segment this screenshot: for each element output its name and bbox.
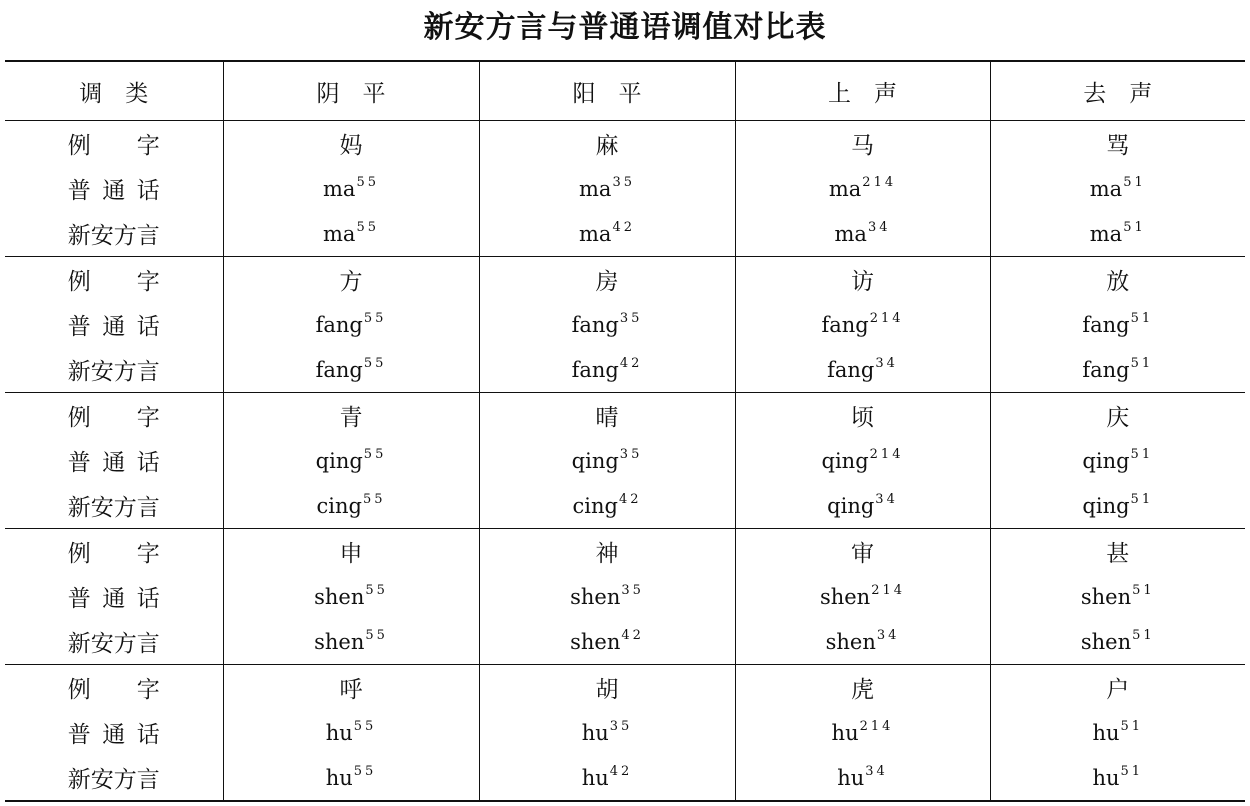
row-label: 新安方言 [67,223,160,249]
tone-value: 51 [1120,763,1144,779]
dialect-row [5,211,1245,257]
syllable: fang [1082,312,1130,337]
mandarin-row [5,710,1245,755]
tone-value: 214 [869,310,904,326]
dialect-pinyin-cell [479,755,735,801]
mandarin-pinyin-cell [990,438,1245,483]
mandarin-pinyin-cell [223,302,479,347]
example-character: 虎 [735,665,990,711]
row-label: 例 字 [67,269,160,295]
syllable: shen [314,584,365,609]
example-row [5,393,1245,439]
example-character: 顷 [735,393,990,439]
tone-value: 55 [356,219,379,235]
row-label: 例 字 [67,541,160,567]
syllable: qing [827,493,875,518]
mandarin-pinyin-cell [479,710,735,755]
tone-value: 42 [612,219,635,235]
row-label-cell [5,665,223,711]
dialect-row [5,755,1245,801]
mandarin-pinyin-cell [990,302,1245,347]
mandarin-pinyin-cell [479,302,735,347]
tone-value: 55 [362,491,386,507]
syllable: shen [1080,584,1132,609]
mandarin-pinyin-cell [223,166,479,211]
mandarin-pinyin-cell [479,574,735,619]
example-character: 青 [223,393,479,439]
dialect-pinyin-cell [479,483,735,529]
row-label: 普通话 [67,178,160,204]
mandarin-pinyin-cell [990,710,1245,755]
row-label: 普通话 [67,586,160,612]
header-row [5,61,1245,121]
mandarin-pinyin-cell [735,438,990,483]
mandarin-pinyin-cell [990,574,1245,619]
syllable: cing [316,493,362,518]
syllable: hu [831,720,859,745]
tone-value: 51 [1130,310,1154,326]
dialect-pinyin-cell [223,755,479,801]
example-character: 呼 [223,665,479,711]
row-label-cell [5,211,223,257]
tone-value: 34 [867,219,891,235]
row-label: 新安方言 [67,359,160,385]
row-label: 新安方言 [67,631,160,657]
header-qusheng: 去 声 [990,61,1245,121]
row-label-cell [5,710,223,755]
syllable: fang [571,312,619,337]
tone-value: 42 [621,627,644,643]
tone-value: 34 [875,491,898,507]
dialect-pinyin-cell [990,483,1245,529]
syllable: qing [1082,448,1130,473]
example-character: 神 [479,529,735,575]
header-yinping: 阴 平 [223,61,479,121]
row-label-cell [5,574,223,619]
page-title: 新安方言与普通语调值对比表 [423,10,827,45]
example-character: 晴 [479,393,735,439]
tone-value: 51 [1123,219,1146,235]
syllable: ma [828,176,862,201]
syllable: ma [579,221,612,246]
tone-value: 214 [869,446,904,462]
tone-value: 42 [609,763,633,779]
syllable: qing [571,448,619,473]
dialect-pinyin-cell [990,755,1245,801]
syllable: fang [571,357,619,382]
tone-value: 55 [363,446,387,462]
tone-comparison-table [5,60,1245,802]
syllable: fang [821,312,869,337]
row-label-cell [5,483,223,529]
tone-value: 55 [353,763,377,779]
row-label-cell [5,302,223,347]
row-label: 新安方言 [67,767,160,793]
mandarin-row [5,166,1245,211]
tone-value: 35 [619,310,643,326]
mandarin-row [5,302,1245,347]
header-tone-category: 调 类 [5,61,223,121]
syllable: shen [825,629,876,654]
tone-value: 214 [862,174,897,190]
syllable: shen [314,629,365,654]
mandarin-pinyin-cell [223,438,479,483]
tone-value: 42 [619,355,643,371]
dialect-pinyin-cell [479,347,735,393]
tone-value: 51 [1130,446,1154,462]
tone-value: 35 [619,446,643,462]
row-label-cell [5,438,223,483]
dialect-pinyin-cell [735,619,990,665]
example-character: 胡 [479,665,735,711]
tone-value: 55 [363,310,387,326]
row-label-cell [5,347,223,393]
dialect-pinyin-cell [223,211,479,257]
dialect-pinyin-cell [479,211,735,257]
example-character: 放 [990,257,1245,303]
header-yangping: 阳 平 [479,61,735,121]
table-body [5,121,1245,802]
row-label-cell [5,393,223,439]
syllable: ma [1089,176,1123,201]
syllable: qing [315,448,363,473]
mandarin-pinyin-cell [735,166,990,211]
tone-value: 55 [365,582,388,598]
mandarin-pinyin-cell [223,574,479,619]
tone-value: 55 [365,627,388,643]
tone-value: 34 [876,627,900,643]
tone-value: 51 [1123,174,1146,190]
example-character: 麻 [479,121,735,167]
tone-value: 34 [865,763,888,779]
syllable: ma [1089,221,1123,246]
syllable: qing [1082,493,1130,518]
syllable: fang [1082,357,1130,382]
syllable: cing [572,493,618,518]
tone-value: 55 [363,355,387,371]
tone-value: 35 [609,718,633,734]
tone-value: 51 [1120,718,1144,734]
row-label-cell [5,529,223,575]
dialect-pinyin-cell [223,483,479,529]
dialect-pinyin-cell [735,755,990,801]
syllable: ma [834,221,867,246]
mandarin-pinyin-cell [990,166,1245,211]
syllable: shen [1080,629,1132,654]
tone-value: 51 [1130,491,1154,507]
mandarin-pinyin-cell [479,438,735,483]
dialect-pinyin-cell [735,483,990,529]
row-label-cell [5,121,223,167]
syllable: hu [581,765,609,790]
tone-value: 42 [618,491,642,507]
mandarin-pinyin-cell [479,166,735,211]
example-character: 房 [479,257,735,303]
syllable: fang [315,312,363,337]
tone-value: 51 [1130,355,1154,371]
row-label-cell [5,166,223,211]
row-label-cell [5,619,223,665]
example-character: 妈 [223,121,479,167]
row-label: 例 字 [67,405,160,431]
syllable: hu [1092,765,1120,790]
row-label: 普通话 [67,314,160,340]
syllable: hu [581,720,609,745]
syllable: fang [315,357,363,382]
tone-value: 214 [871,582,906,598]
syllable: qing [821,448,869,473]
dialect-pinyin-cell [223,347,479,393]
dialect-pinyin-cell [990,347,1245,393]
example-character: 马 [735,121,990,167]
syllable: hu [325,720,353,745]
dialect-pinyin-cell [479,619,735,665]
tone-value: 35 [621,582,644,598]
row-label: 普通话 [67,450,160,476]
syllable: shen [819,584,871,609]
tone-value: 55 [356,174,379,190]
example-row [5,529,1245,575]
syllable: ma [323,176,356,201]
dialect-pinyin-cell [990,211,1245,257]
example-row [5,257,1245,303]
mandarin-pinyin-cell [735,710,990,755]
mandarin-pinyin-cell [735,302,990,347]
syllable: hu [837,765,865,790]
mandarin-row [5,438,1245,483]
example-character: 访 [735,257,990,303]
row-label: 普通话 [67,722,160,748]
mandarin-pinyin-cell [735,574,990,619]
syllable: shen [570,584,621,609]
dialect-row [5,483,1245,529]
header-shangsheng: 上 声 [735,61,990,121]
dialect-row [5,619,1245,665]
dialect-row [5,347,1245,393]
dialect-pinyin-cell [735,347,990,393]
row-label-cell [5,257,223,303]
tone-value: 51 [1132,582,1155,598]
example-row [5,665,1245,711]
example-character: 方 [223,257,479,303]
tone-value: 214 [859,718,894,734]
row-label: 例 字 [67,677,160,703]
mandarin-row [5,574,1245,619]
syllable: ma [579,176,612,201]
dialect-pinyin-cell [990,619,1245,665]
example-character: 庆 [990,393,1245,439]
row-label: 新安方言 [67,495,160,521]
example-character: 骂 [990,121,1245,167]
tone-value: 51 [1132,627,1155,643]
tone-value: 55 [353,718,377,734]
example-character: 申 [223,529,479,575]
tone-value: 35 [612,174,635,190]
row-label: 例 字 [67,133,160,159]
mandarin-pinyin-cell [223,710,479,755]
syllable: shen [570,629,621,654]
tone-value: 34 [875,355,898,371]
row-label-cell [5,755,223,801]
syllable: ma [323,221,356,246]
example-character: 户 [990,665,1245,711]
syllable: hu [1092,720,1120,745]
dialect-pinyin-cell [223,619,479,665]
example-character: 甚 [990,529,1245,575]
dialect-pinyin-cell [735,211,990,257]
example-character: 审 [735,529,990,575]
example-row [5,121,1245,167]
syllable: fang [827,357,875,382]
syllable: hu [325,765,353,790]
